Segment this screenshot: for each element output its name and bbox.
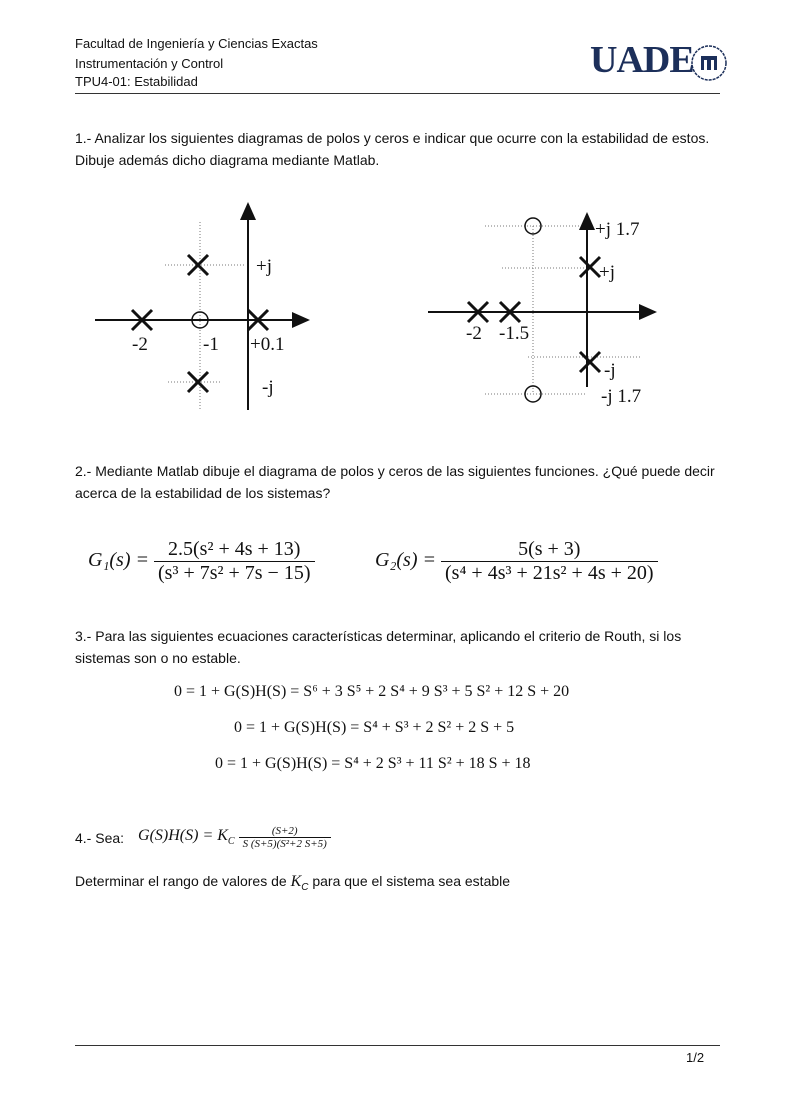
- label: +j 1.7: [595, 219, 640, 240]
- q4-denominator: S (S+5)(S²+2 S+5): [242, 838, 327, 850]
- question-2-text: 2.- Mediante Matlab dibuje el diagrama de polos y ceros de las siguientes funciones. ¿Qué puede decir acerca de la estabilidad de los sistemas?: [75, 463, 715, 501]
- g2-denominator: (s⁴ + 4s³ + 21s² + 4s + 20): [445, 562, 654, 584]
- pole-zero-diagram-1: [95, 204, 308, 410]
- q4-numerator: (S+2): [239, 825, 331, 838]
- g1-numerator: 2.5(s² + 4s + 13): [154, 538, 315, 562]
- g2-numerator: 5(s + 3): [441, 538, 658, 562]
- header-course: Instrumentación y Control: [75, 56, 224, 71]
- question-4-statement: [75, 825, 331, 850]
- kc-symbol: K: [290, 873, 302, 890]
- label: -1: [203, 334, 219, 355]
- g1-denominator: (s³ + 7s² + 7s − 15): [158, 562, 311, 584]
- g1-lhs: G₁(s) =: [88, 549, 149, 572]
- q4-text-after: para que el sistema sea estable: [308, 873, 511, 889]
- label: -j: [604, 360, 616, 381]
- page-number: 1/2: [686, 1050, 705, 1065]
- label: -j 1.7: [601, 386, 642, 407]
- header-faculty: Facultad de Ingeniería y Ciencias Exactas: [75, 36, 318, 51]
- question-3-text: 3.- Para las siguientes ecuaciones características determinar, aplicando el criterio de Routh, si los sistemas son o no estable.: [75, 628, 682, 666]
- uade-logo: UADE: [590, 39, 694, 81]
- char-equation-3: 0 = 1 + G(S)H(S) = S⁴ + 2 S³ + 11 S² + 18 S + 18: [215, 755, 531, 772]
- kc-subscript: C: [301, 881, 309, 893]
- header-divider: [75, 93, 720, 94]
- char-equation-2: 0 = 1 + G(S)H(S) = S⁴ + S³ + 2 S² + 2 S + 5: [234, 719, 515, 736]
- fundacion-seal-icon: [686, 42, 732, 82]
- label: -2: [132, 334, 148, 355]
- open-loop-lhs: G(S)H(S) = K: [138, 827, 228, 845]
- question-1-text: 1.- Analizar los siguientes diagramas de polos y ceros e indicar que ocurre con la estabilidad de estos. Dibuje además dicho diagrama mediante Matlab.: [75, 130, 710, 168]
- question-4-text: [75, 873, 510, 893]
- pole-zero-diagram-2: [428, 214, 655, 402]
- label: +j: [256, 256, 272, 277]
- header-assignment: TPU4-01: Estabilidad: [75, 74, 198, 89]
- kc-subscript: C: [227, 836, 235, 848]
- label: -j: [262, 377, 274, 398]
- transfer-function-g1: [88, 538, 315, 585]
- question-4-prefix: 4.- Sea:: [75, 829, 125, 846]
- label: -1.5: [499, 323, 530, 344]
- transfer-function-g2: [375, 538, 658, 585]
- footer-divider: [75, 1045, 720, 1046]
- char-equation-1: 0 = 1 + G(S)H(S) = S⁶ + 3 S⁵ + 2 S⁴ + 9 S³ + 5 S² + 12 S + 20: [174, 683, 570, 700]
- label: -2: [466, 323, 482, 344]
- pole-zero-diagrams: [0, 190, 793, 420]
- label: +j: [599, 262, 615, 283]
- label: +0.1: [250, 334, 285, 355]
- g2-lhs: G₂(s) =: [375, 549, 436, 572]
- q4-text-before: Determinar el rango de valores de: [75, 873, 291, 889]
